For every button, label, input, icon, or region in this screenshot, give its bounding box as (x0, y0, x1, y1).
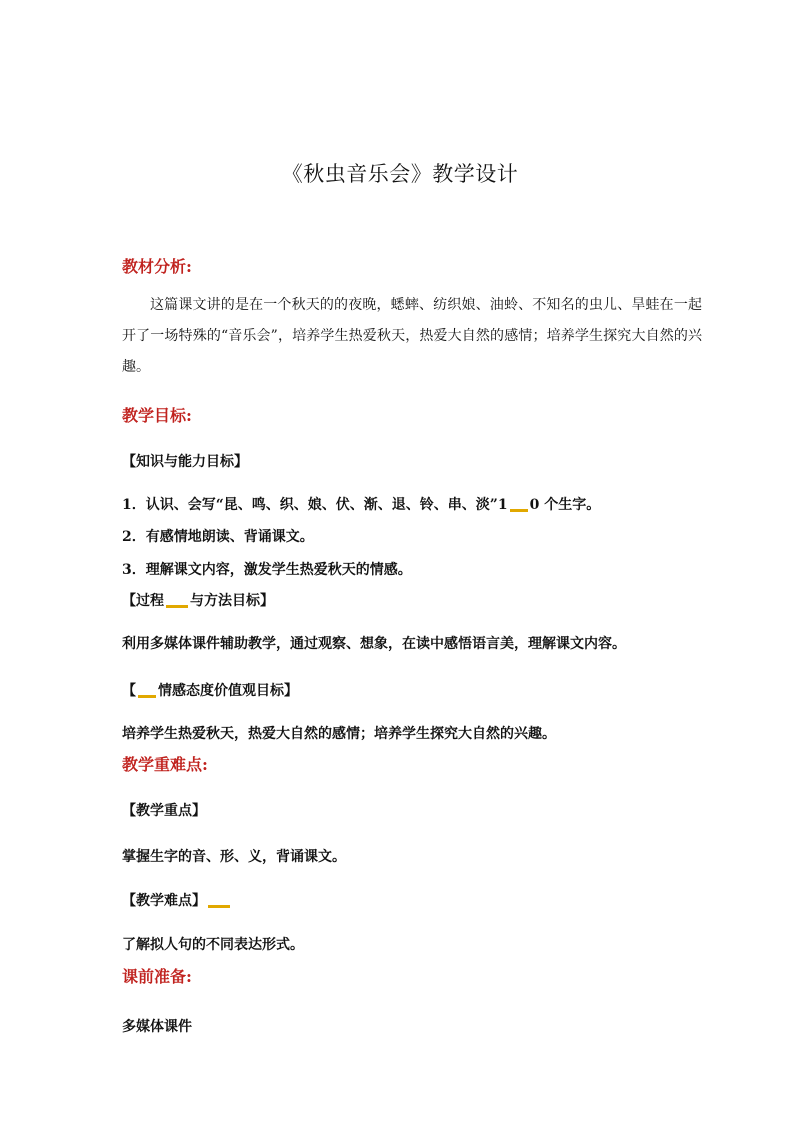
focus-label: 【教学重点】 (122, 803, 206, 819)
process-goals-label-post: 与方法目标】 (190, 593, 274, 609)
process-goals-label-pre: 【过程 (122, 593, 164, 609)
section-heading-analysis: 教材分析: (122, 257, 192, 276)
section-heading-preparation: 课前准备: (122, 967, 192, 986)
goal-item-1-text: 1．认识、会写“昆、鸣、织、娘、伏、渐、退、铃、串、淡”1 (122, 497, 508, 513)
section-heading-key-points: 教学重难点: (122, 755, 208, 774)
emotion-goals-label-post: 情感态度价值观目标】 (158, 683, 298, 699)
document-title: 《秋虫音乐会》教学设计 (281, 162, 519, 186)
knowledge-goals-label: 【知识与能力目标】 (122, 454, 248, 470)
analysis-paragraph: 这篇课文讲的是在一个秋天的的夜晚，蟋蟀、纺织娘、油蛉、不知名的虫儿、旱蛙在一起开了一场特殊的“音乐会”，培养学生热爱秋天，热爱大自然的感情；培养学生探究大自然的兴趣。 (122, 297, 702, 375)
focus-text: 掌握生字的音、形、义，背诵课文。 (122, 849, 346, 865)
emotion-goals-label-pre: 【 (122, 683, 136, 699)
highlight-mark (208, 905, 230, 908)
process-goals-label (122, 590, 274, 610)
goal-item-1-suffix: 0 个生字。 (529, 497, 601, 513)
highlight-mark (510, 509, 528, 512)
difficulty-text: 了解拟人句的不同表达形式。 (122, 937, 304, 953)
goal-item-2: 2．有感情地朗读、背诵课文。 (122, 529, 314, 545)
highlight-mark (166, 605, 188, 608)
goal-item-3: 3．理解课文内容，激发学生热爱秋天的情感。 (122, 562, 412, 578)
emotion-goals-text: 培养学生热爱秋天，热爱大自然的感情；培养学生探究大自然的兴趣。 (122, 726, 556, 742)
emotion-goals-label (122, 680, 298, 700)
highlight-mark (138, 695, 156, 698)
difficulty-label (122, 890, 232, 910)
goal-item-1 (122, 494, 600, 514)
difficulty-label-text: 【教学难点】 (122, 893, 206, 909)
process-goals-text: 利用多媒体课件辅助教学，通过观察、想象，在读中感悟语言美，理解课文内容。 (122, 636, 626, 652)
section-heading-goals: 教学目标: (122, 406, 192, 425)
preparation-text: 多媒体课件 (122, 1019, 192, 1035)
